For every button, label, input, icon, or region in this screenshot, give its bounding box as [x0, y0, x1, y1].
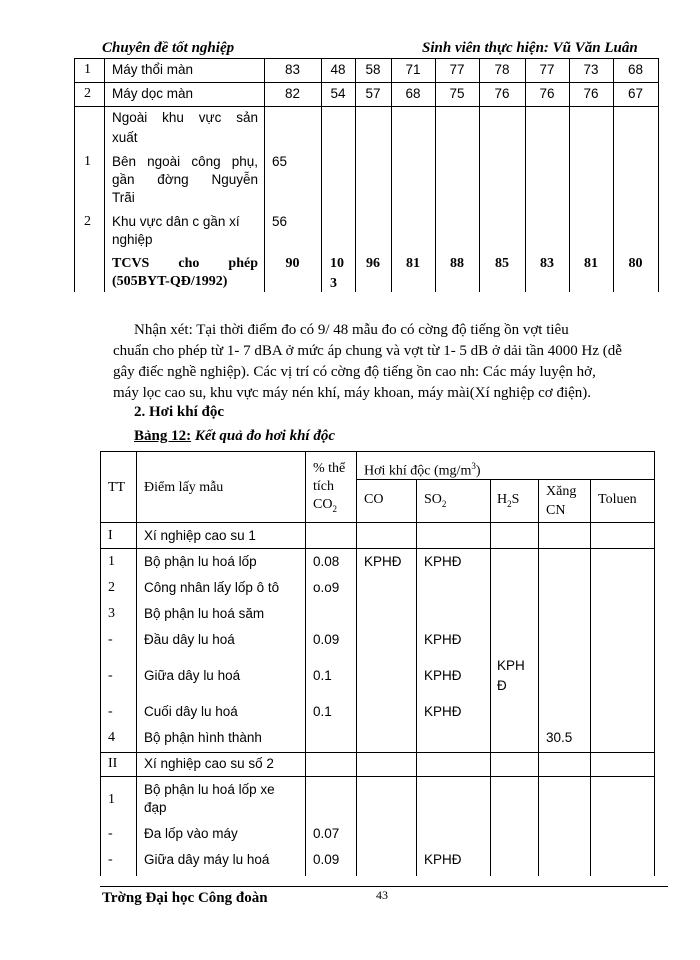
tcvs-value: 88	[450, 256, 464, 271]
noise-value: 68	[405, 86, 421, 101]
remark-line: chuẩn cho phép từ 1- 7 dBA ở mức áp chung và vợt từ 1- 5 dB ở dải tần 4000 Hz (dễ	[113, 343, 622, 359]
gas-table-border	[590, 479, 591, 876]
gas-table-row-divider	[100, 752, 654, 753]
gas-row-tt: 4	[108, 730, 115, 745]
noise-value: 78	[494, 62, 510, 77]
gas-table-border	[490, 479, 491, 876]
noise-row-name: Trãi	[112, 190, 135, 205]
footer-text: Trờng Đại học Công đoàn	[102, 890, 268, 906]
gas-table-row-divider	[100, 776, 654, 777]
noise-value: 82	[284, 86, 301, 101]
noise-row-no: 2	[84, 214, 91, 229]
gas-row-tt: II	[108, 756, 118, 771]
header-point: Điểm lấy mẫu	[144, 480, 224, 495]
tcvs-value: 85	[495, 256, 509, 271]
noise-table-border	[74, 58, 75, 292]
gas-row-tt: -	[108, 704, 113, 719]
noise-table-border	[658, 58, 659, 292]
noise-value: 71	[405, 62, 421, 77]
noise-value: 76	[583, 86, 599, 101]
header-co2-line: $CO_2$	[313, 497, 337, 514]
gas-row-tt: -	[108, 668, 113, 683]
noise-value: 58	[365, 62, 381, 77]
header-co2-line: % thể	[313, 461, 346, 476]
gas-row-tt: 1	[108, 792, 115, 807]
gas-row-co2: 0.09	[313, 632, 340, 647]
gas-row-xang: 30.5	[546, 730, 573, 745]
gas-row-tt: 3	[108, 606, 115, 621]
gas-table-border	[136, 451, 137, 876]
gas-row-co2: 0.09	[313, 852, 340, 867]
noise-value: 83	[284, 62, 301, 77]
header-toluen: Toluen	[598, 492, 637, 507]
gas-row-so2: KPHĐ	[424, 632, 462, 647]
remark-line: máy lọc cao su, khu vực máy nén khí, máy khoan, máy mài(Xí nghiệp cơ điện).	[113, 385, 592, 401]
gas-row-co: KPHĐ	[364, 554, 402, 569]
header-xang	[546, 482, 576, 520]
gas-row-point: Bộ phận lu hoá lốp xe	[144, 782, 275, 797]
tcvs-value: 96	[366, 256, 380, 271]
noise-row-no: 1	[84, 62, 91, 77]
gas-table-row-divider	[100, 548, 654, 549]
noise-row-name: nghiệp	[112, 232, 153, 247]
header-right: Sinh viên thực hiện: Vũ Văn Luân	[422, 40, 638, 56]
gas-row-point: Giữa dây máy lu hoá	[144, 852, 270, 867]
gas-row-point: Xí nghiệp cao su 1	[144, 528, 256, 543]
footer-rule	[100, 886, 668, 887]
header-left: Chuyên đề tốt nghiệp	[102, 40, 235, 56]
tcvs-label: (505BYT-QĐ/1992)	[112, 274, 228, 289]
noise-row-name: gần đờng Nguyễn	[112, 172, 258, 187]
remark-line: Nhận xét: Tại thời điểm đo có 9/ 48 mẫu đo có cờng độ tiếng ồn vợt tiêu	[134, 322, 569, 338]
noise-value: 56	[272, 214, 288, 229]
noise-table-row-divider	[74, 82, 658, 83]
noise-row-no: 2	[84, 86, 91, 101]
gas-table-top-border	[100, 451, 654, 452]
table-caption	[134, 428, 335, 445]
tcvs-value: 81	[406, 256, 420, 271]
noise-value: 67	[627, 86, 644, 101]
gas-row-point: đạp	[144, 800, 167, 815]
section-heading: 2. Hơi khí độc	[134, 404, 224, 420]
gas-table-header-bottom	[100, 522, 654, 523]
noise-value: 77	[449, 62, 465, 77]
tcvs-value: 10 3	[330, 256, 344, 291]
gas-table-border	[538, 479, 539, 876]
tcvs-value: 83	[540, 256, 554, 271]
header-h2s: $H_2S$	[497, 492, 520, 509]
gas-row-point: Xí nghiệp cao su số 2	[144, 756, 274, 771]
gas-table-border	[416, 479, 417, 876]
noise-value: 54	[330, 86, 346, 101]
noise-value: 73	[583, 62, 599, 77]
gas-row-tt: -	[108, 826, 113, 841]
table-caption-title: Kết quả đo hơi khí độc	[191, 428, 335, 444]
noise-row-name: Máy thổi màn	[112, 62, 194, 77]
noise-value: 76	[494, 86, 510, 101]
gas-row-tt: 1	[108, 554, 115, 569]
gas-row-tt: -	[108, 852, 113, 867]
noise-row-name: Ngoài khu vực sản	[112, 110, 258, 125]
gas-row-tt: 2	[108, 580, 115, 595]
noise-value: 77	[539, 62, 555, 77]
gas-row-co2: o.o9	[313, 580, 340, 595]
noise-table-top-border	[74, 58, 658, 59]
gas-row-co2: 0.08	[313, 554, 340, 569]
noise-row-no: 1	[84, 154, 91, 169]
noise-value: 76	[539, 86, 555, 101]
remark-line: gây điếc nghề nghiệp). Các vị trí có cờng độ tiếng ồn cao nh: Các máy luyện hở,	[113, 364, 596, 380]
gas-table-border	[356, 451, 357, 876]
tcvs-value: 80	[628, 256, 643, 271]
gas-row-point: Giữa dây lu hoá	[144, 668, 241, 683]
noise-row-name: Bên ngoài công phụ,	[112, 154, 258, 169]
noise-row-name: xuất	[112, 130, 138, 145]
gas-row-point: Bộ phận lu hoá lốp	[144, 554, 257, 569]
noise-table-border	[104, 58, 105, 292]
noise-value: 75	[449, 86, 465, 101]
header-so2: $SO_2$	[424, 492, 447, 509]
noise-value: 57	[365, 86, 381, 101]
gas-row-co2: 0.07	[313, 826, 340, 841]
tcvs-value: 81	[584, 256, 598, 271]
header-xang-line: Xăng	[546, 484, 577, 499]
noise-row-name: Khu vực dân c gần xí	[112, 214, 240, 229]
tcvs-value: 90	[285, 256, 300, 271]
gas-row-co2: 0.1	[313, 668, 332, 683]
gas-row-co2: 0.1	[313, 704, 332, 719]
noise-value: 68	[627, 62, 644, 77]
gas-row-so2: KPHĐ	[424, 554, 462, 569]
gas-table-border	[305, 451, 306, 876]
gas-row-so2: KPHĐ	[424, 704, 462, 719]
noise-value: 65	[272, 154, 288, 169]
header-co: CO	[364, 492, 384, 507]
gas-row-h2s: KPH Đ	[497, 658, 525, 693]
gas-row-tt: I	[108, 528, 113, 543]
gas-row-so2: KPHĐ	[424, 668, 462, 683]
gas-table-border	[654, 451, 655, 876]
gas-row-point: Công nhân lấy lốp ô tô	[144, 580, 280, 595]
gas-row-point: Đa lốp vào máy	[144, 826, 238, 841]
noise-table-row-divider	[74, 106, 658, 107]
header-tt: TT	[108, 480, 126, 495]
header-co2-line: tích	[313, 479, 334, 494]
gas-row-tt: -	[108, 632, 113, 647]
gas-row-point: Đầu dây lu hoá	[144, 632, 235, 647]
gas-table-border	[100, 451, 101, 876]
gas-row-so2: KPHĐ	[424, 852, 462, 867]
gas-row-point: Bộ phận hình thành	[144, 730, 262, 745]
table-caption-label: Bảng 12:	[134, 428, 192, 444]
header-xang-line: CN	[546, 503, 566, 518]
noise-value: 48	[330, 62, 346, 77]
tcvs-label: TCVS cho phép	[112, 256, 258, 271]
header-gas-group: Hơi khí độc $(mg/m^3)$	[364, 461, 481, 479]
header-co2	[313, 460, 345, 518]
page-number: 43	[376, 888, 388, 902]
gas-row-point: Cuối dây lu hoá	[144, 704, 238, 719]
noise-row-name: Máy dọc màn	[112, 86, 194, 101]
gas-row-point: Bộ phận lu hoá săm	[144, 606, 265, 621]
